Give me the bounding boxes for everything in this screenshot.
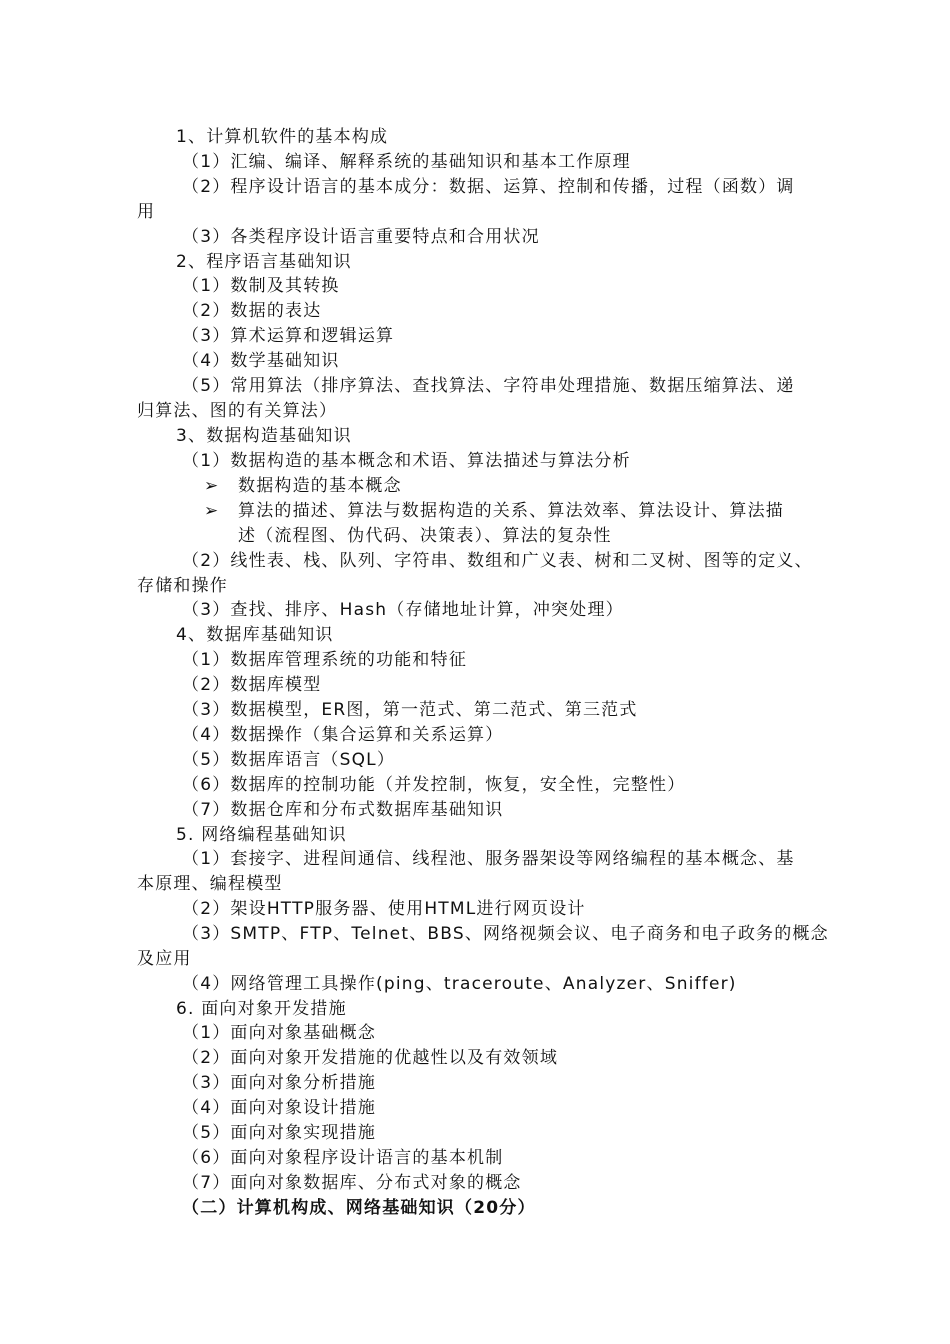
list-item-continuation: 存储和操作 bbox=[137, 576, 228, 596]
list-item: （1）数据库管理系统的功能和特征 bbox=[182, 650, 468, 670]
list-item: （3）各类程序设计语言重要特点和合用状况 bbox=[182, 227, 540, 247]
list-item: （2）程序设计语言的基本成分：数据、运算、控制和传播，过程（函数）调 bbox=[182, 177, 795, 197]
bullet-item-continuation: 述（流程图、伪代码、决策表）、算法的复杂性 bbox=[238, 526, 612, 546]
arrow-bullet-icon: ➢ bbox=[204, 501, 220, 521]
bullet-item: 数据构造的基本概念 bbox=[238, 476, 402, 496]
section-heading: 1、计算机软件的基本构成 bbox=[176, 127, 389, 147]
list-item: （4）网络管理工具操作(ping、traceroute、Analyzer、Sniffer) bbox=[182, 974, 737, 994]
list-item: （1）数制及其转换 bbox=[182, 276, 340, 296]
list-item: （3）数据模型，ER图，第一范式、第二范式、第三范式 bbox=[182, 700, 638, 720]
list-item: （3）SMTP、FTP、Telnet、BBS、网络视频会议、电子商务和电子政务的概念 bbox=[182, 924, 829, 944]
list-item: （5）常用算法（排序算法、查找算法、字符串处理措施、数据压缩算法、递 bbox=[182, 376, 795, 396]
section-heading: 5. 网络编程基础知识 bbox=[176, 825, 347, 845]
list-item: （1）面向对象基础概念 bbox=[182, 1023, 377, 1043]
list-item: （2）数据的表达 bbox=[182, 301, 322, 321]
list-item: （2）架设HTTP服务器、使用HTML进行网页设计 bbox=[182, 899, 586, 919]
list-item: （5）面向对象实现措施 bbox=[182, 1123, 377, 1143]
list-item: （6）面向对象程序设计语言的基本机制 bbox=[182, 1148, 504, 1168]
list-item: （1）数据构造的基本概念和术语、算法描述与算法分析 bbox=[182, 451, 631, 471]
bullet-item: 算法的描述、算法与数据构造的关系、算法效率、算法设计、算法描 bbox=[238, 501, 784, 521]
list-item-continuation: 及应用 bbox=[137, 949, 192, 969]
list-item: （2）数据库模型 bbox=[182, 675, 322, 695]
list-item: （1）套接字、进程间通信、线程池、服务器架设等网络编程的基本概念、基 bbox=[182, 849, 795, 869]
list-item: （2）面向对象开发措施的优越性以及有效领域 bbox=[182, 1048, 559, 1068]
part-heading: （二）计算机构成、网络基础知识（20分） bbox=[182, 1198, 536, 1218]
section-heading: 6. 面向对象开发措施 bbox=[176, 999, 347, 1019]
section-heading: 3、数据构造基础知识 bbox=[176, 426, 352, 446]
list-item: （4）数据操作（集合运算和关系运算） bbox=[182, 725, 504, 745]
section-heading: 2、程序语言基础知识 bbox=[176, 252, 352, 272]
list-item-continuation: 归算法、图的有关算法） bbox=[137, 401, 338, 421]
section-heading: 4、数据库基础知识 bbox=[176, 625, 334, 645]
list-item: （4）面向对象设计措施 bbox=[182, 1098, 377, 1118]
list-item: （6）数据库的控制功能（并发控制，恢复，安全性，完整性） bbox=[182, 775, 686, 795]
list-item: （4）数学基础知识 bbox=[182, 351, 340, 371]
list-item: （7）面向对象数据库、分布式对象的概念 bbox=[182, 1173, 522, 1193]
list-item: （3）查找、排序、Hash（存储地址计算，冲突处理） bbox=[182, 600, 624, 620]
list-item: （2）线性表、栈、队列、字符串、数组和广义表、树和二叉树、图等的定义、 bbox=[182, 551, 813, 571]
list-item: （7）数据仓库和分布式数据库基础知识 bbox=[182, 800, 504, 820]
list-item: （3）面向对象分析措施 bbox=[182, 1073, 377, 1093]
list-item-continuation: 用 bbox=[137, 202, 156, 222]
list-item: （1）汇编、编译、解释系统的基础知识和基本工作原理 bbox=[182, 152, 631, 172]
list-item-continuation: 本原理、编程模型 bbox=[137, 874, 283, 894]
list-item: （3）算术运算和逻辑运算 bbox=[182, 326, 395, 346]
list-item: （5）数据库语言（SQL） bbox=[182, 750, 396, 770]
arrow-bullet-icon: ➢ bbox=[204, 476, 220, 496]
